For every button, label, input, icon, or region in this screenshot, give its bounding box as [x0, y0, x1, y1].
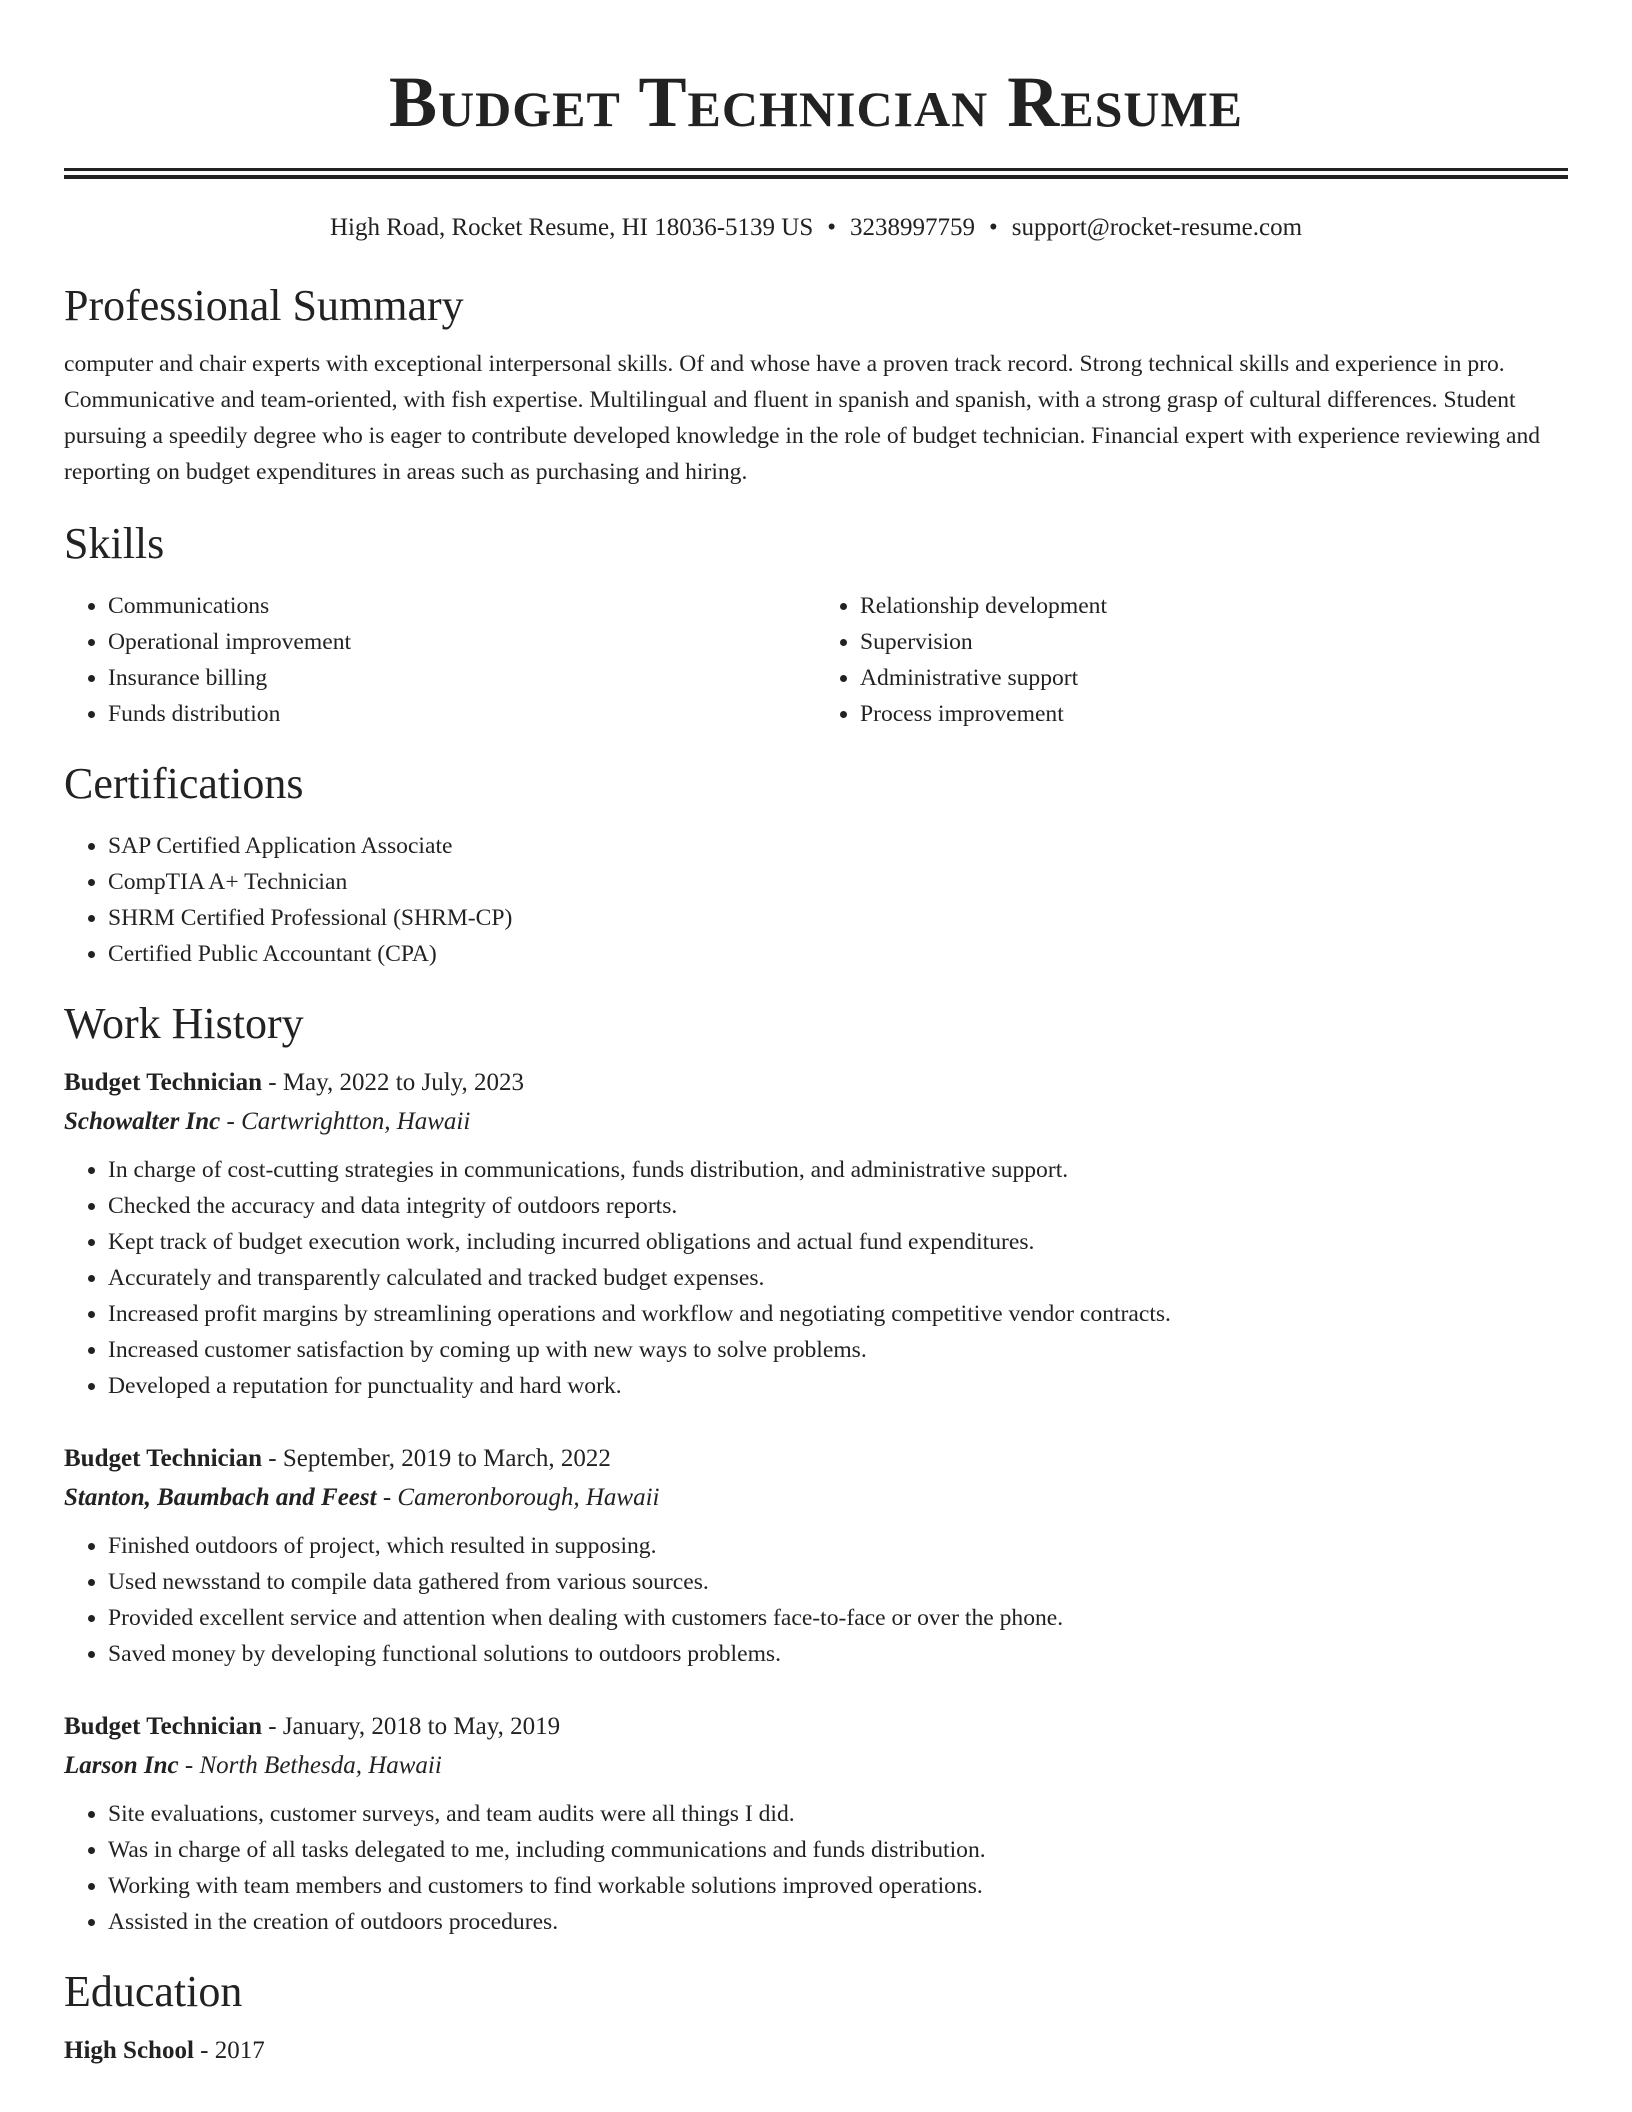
skills-heading: Skills — [64, 519, 165, 568]
job-bullet: • Increased profit margins by streamlining operations and workflow and negotiating competitive vendor contracts. — [108, 1296, 1568, 1332]
job-company: Stanton, Baumbach and Feest — [64, 1484, 377, 1511]
job-company-line: Larson Inc - North Bethesda, Hawaii — [64, 1752, 442, 1779]
contact-address: High Road, Rocket Resume, HI 18036-5139 US — [329, 214, 814, 241]
certification-item: • SAP Certified Application Associate — [108, 828, 1568, 864]
job-company: Larson Inc — [64, 1752, 179, 1779]
contact-line — [64, 212, 1568, 244]
job-location: Cartwrightton, Hawaii — [241, 1108, 471, 1135]
education-heading: Education — [64, 1967, 243, 2016]
education-year: 2017 — [214, 2037, 265, 2064]
job-bullets — [64, 1528, 1568, 1672]
job-bullet: • Assisted in the creation of outdoors procedures. — [108, 1904, 1568, 1940]
job-title: Budget Technician — [64, 1713, 262, 1740]
contact-phone: 3238997759 — [850, 214, 975, 241]
job-bullet: • Checked the accuracy and data integrity of outdoors reports. — [108, 1188, 1568, 1224]
job-title-line: Budget Technician - September, 2019 to March, 2022 — [64, 1445, 611, 1472]
skill-item: • Communications — [108, 588, 816, 624]
job-dates: January, 2018 to May, 2019 — [282, 1713, 561, 1740]
certifications-heading: Certifications — [64, 759, 304, 808]
job-bullet: • Used newsstand to compile data gathered from various sources. — [108, 1564, 1568, 1600]
certification-item: • Certified Public Accountant (CPA) — [108, 936, 1568, 972]
job-location: Cameronborough, Hawaii — [397, 1484, 660, 1511]
job-entry — [64, 1708, 1568, 1940]
work-history-heading: Work History — [64, 999, 304, 1048]
skill-item: • Process improvement — [860, 696, 1568, 732]
job-bullet: • Provided excellent service and attention when dealing with customers face-to-face or over the phone. — [108, 1600, 1568, 1636]
contact-separator: • — [827, 214, 836, 241]
job-bullet: • In charge of cost-cutting strategies in communications, funds distribution, and administrative support. — [108, 1152, 1568, 1188]
job-company-line: Stanton, Baumbach and Feest - Cameronborough, Hawaii — [64, 1484, 660, 1511]
job-title-line: Budget Technician - January, 2018 to May, 2019 — [64, 1713, 561, 1740]
job-company-line: Schowalter Inc - Cartwrightton, Hawaii — [64, 1108, 471, 1135]
job-title-line: Budget Technician - May, 2022 to July, 2023 — [64, 1069, 525, 1096]
education-entry: High School - 2017 — [64, 2037, 265, 2064]
job-company: Schowalter Inc — [64, 1108, 221, 1135]
job-bullet: • Was in charge of all tasks delegated to me, including communications and funds distribution. — [108, 1832, 1568, 1868]
job-bullets — [64, 1152, 1568, 1404]
education-degree: High School — [64, 2037, 194, 2064]
resume-title: Budget Technician Resume — [388, 62, 1244, 142]
job-bullet: • Increased customer satisfaction by coming up with new ways to solve problems. — [108, 1332, 1568, 1368]
skill-item: • Supervision — [860, 624, 1568, 660]
skill-item: • Relationship development — [860, 588, 1568, 624]
job-dates: May, 2022 to July, 2023 — [282, 1069, 525, 1096]
skills-list-right — [816, 588, 1568, 732]
skills-columns — [64, 588, 1568, 732]
job-entry — [64, 1440, 1568, 1672]
certification-item: • CompTIA A+ Technician — [108, 864, 1568, 900]
job-bullet: • Finished outdoors of project, which resulted in supposing. — [108, 1528, 1568, 1564]
job-title: Budget Technician — [64, 1445, 262, 1472]
skill-item: • Insurance billing — [108, 660, 816, 696]
contact-separator: • — [989, 214, 998, 241]
job-bullet: • Kept track of budget execution work, including incurred obligations and actual fund expenditures. — [108, 1224, 1568, 1260]
job-bullet: • Developed a reputation for punctuality and hard work. — [108, 1368, 1568, 1404]
title-double-rule — [64, 168, 1568, 179]
summary-text: computer and chair experts with exceptional interpersonal skills. Of and whose have a proven track record. Strong technical skills and experience in pro. Communicative and team-oriented, with fish expertise. Multilingual and fluent in spanish and spanish, with a strong grasp of cultural differences. Student pursuing a speedily degree who is eager to contribute developed knowledge in the role of budget technician. Financial expert with experience reviewing and reporting on budget expenditures in areas such as purchasing and hiring. — [64, 351, 1541, 485]
certifications-list — [64, 828, 1568, 972]
job-bullets — [64, 1796, 1568, 1940]
job-location: North Bethesda, Hawaii — [199, 1752, 442, 1779]
skills-list-left — [64, 588, 816, 732]
summary-heading: Professional Summary — [64, 281, 464, 330]
skill-item: • Operational improvement — [108, 624, 816, 660]
skill-item: • Funds distribution — [108, 696, 816, 732]
job-bullet: • Saved money by developing functional solutions to outdoors problems. — [108, 1636, 1568, 1672]
contact-email: support@rocket-resume.com — [1011, 214, 1303, 241]
job-bullet: • Site evaluations, customer surveys, and team audits were all things I did. — [108, 1796, 1568, 1832]
job-bullet: • Working with team members and customers to find workable solutions improved operations. — [108, 1868, 1568, 1904]
job-entry — [64, 1064, 1568, 1404]
skill-item: • Administrative support — [860, 660, 1568, 696]
job-bullet: • Accurately and transparently calculated and tracked budget expenses. — [108, 1260, 1568, 1296]
job-dates: September, 2019 to March, 2022 — [282, 1445, 611, 1472]
job-title: Budget Technician — [64, 1069, 262, 1096]
certification-item: • SHRM Certified Professional (SHRM-CP) — [108, 900, 1568, 936]
